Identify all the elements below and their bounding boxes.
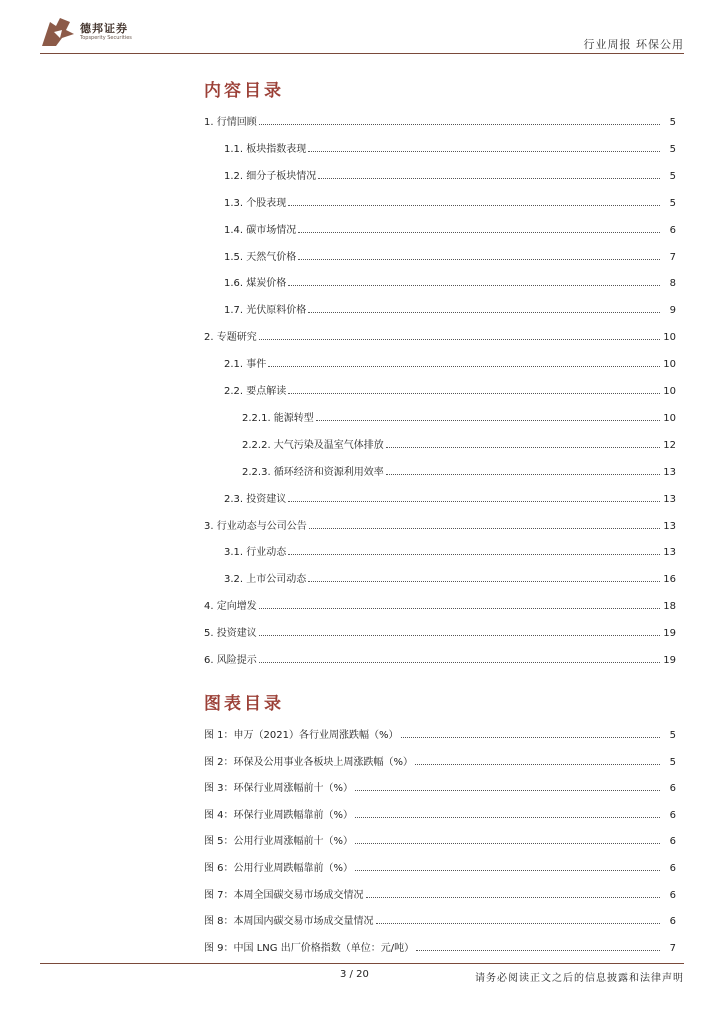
entry-page-number: 6 [669, 916, 676, 928]
toc-entry[interactable] [204, 114, 676, 128]
entry-page-number: 5 [669, 730, 676, 741]
entry-label: 图 1：申万（2021）各行业周涨跌幅（%） [204, 730, 399, 741]
toc-entry[interactable] [242, 437, 676, 451]
entry-label: 1.5. 天然气价格 [224, 251, 297, 263]
entry-label: 图 6：公用行业周跌幅靠前（%） [204, 863, 354, 874]
disclaimer-note: 请务必阅读正文之后的信息披露和法律声明 [475, 973, 684, 984]
entry-label: 3.2. 上市公司动态 [224, 574, 307, 586]
dot-leader [355, 789, 660, 791]
toc-entry[interactable] [204, 652, 676, 666]
dot-leader [308, 311, 660, 313]
dot-leader [259, 607, 660, 609]
entry-label: 2.2.3. 循环经济和资源利用效率 [242, 466, 384, 478]
entry-label: 1.4. 碳市场情况 [224, 224, 297, 236]
page-number: 3 / 20 [340, 969, 369, 980]
figures-heading: 图表目录 [204, 694, 284, 714]
dot-leader [376, 922, 660, 924]
toc-entry[interactable] [224, 356, 676, 370]
entry-label: 6. 风险提示 [204, 655, 257, 666]
entry-page-number: 8 [669, 278, 676, 290]
entry-page-number: 5 [669, 117, 676, 128]
page-header [0, 0, 724, 60]
dot-leader [259, 123, 660, 125]
entry-page-number: 13 [663, 466, 676, 478]
dot-leader [308, 580, 660, 582]
entry-label: 图 5：公用行业周涨幅前十（%） [204, 836, 354, 848]
toc-entry[interactable] [224, 275, 676, 289]
entry-label: 5. 投资建议 [204, 628, 257, 640]
dot-leader [355, 816, 660, 818]
toc-entry[interactable] [224, 168, 676, 182]
dot-leader [288, 500, 660, 502]
report-category: 行业周报 环保公用 [583, 38, 684, 51]
entry-page-number: 6 [669, 224, 676, 236]
entry-label: 3. 行业动态与公司公告 [204, 520, 307, 532]
entry-page-number: 10 [663, 412, 676, 424]
figure-entry[interactable] [204, 754, 676, 768]
entry-label: 1.2. 细分子板块情况 [224, 170, 317, 182]
toc-entry[interactable] [224, 571, 676, 585]
dot-leader [259, 634, 660, 636]
entry-label: 4. 定向增发 [204, 601, 257, 613]
dot-leader [386, 446, 660, 448]
dot-leader [298, 231, 660, 233]
dot-leader [309, 527, 660, 529]
dot-leader [259, 338, 660, 340]
toc-entry[interactable] [224, 544, 676, 558]
entry-page-number: 10 [663, 332, 676, 344]
entry-label: 图 3：环保行业周涨幅前十（%） [204, 783, 354, 795]
entry-label: 图 7：本周全国碳交易市场成交情况 [204, 889, 364, 901]
entry-label: 3.1. 行业动态 [224, 547, 287, 559]
figure-entry[interactable] [204, 727, 676, 741]
dot-leader [318, 177, 660, 179]
entry-page-number: 19 [663, 628, 676, 640]
toc-entry[interactable] [204, 598, 676, 612]
footer-divider [40, 963, 684, 964]
entry-page-number: 6 [669, 889, 676, 901]
dot-leader [268, 365, 660, 367]
entry-page-number: 5 [669, 143, 676, 155]
toc-entry[interactable] [224, 195, 676, 209]
toc-entry[interactable] [204, 518, 676, 532]
entry-label: 图 2：环保及公用事业各板块上周涨跌幅（%） [204, 756, 414, 768]
figure-entry[interactable] [204, 833, 676, 847]
logo-chinese-name: 德邦证券 [80, 22, 128, 35]
entry-page-number: 6 [669, 809, 676, 821]
figure-entry[interactable] [204, 807, 676, 821]
toc-entry[interactable] [242, 410, 676, 424]
entry-label: 1.6. 煤炭价格 [224, 278, 287, 290]
entry-page-number: 13 [663, 493, 676, 505]
entry-page-number: 10 [663, 386, 676, 397]
entry-page-number: 6 [669, 836, 676, 848]
entry-page-number: 16 [663, 574, 676, 586]
toc-entry[interactable] [224, 249, 676, 263]
dot-leader [308, 150, 660, 152]
figure-entry[interactable] [204, 860, 676, 874]
entry-label: 1.3. 个股表现 [224, 197, 287, 209]
entry-label: 2.2.1. 能源转型 [242, 412, 314, 424]
entry-page-number: 5 [669, 197, 676, 209]
entry-label: 图 9：中国 LNG 出厂价格指数（单位：元/吨） [204, 942, 415, 954]
entry-label: 2.2. 要点解读 [224, 386, 287, 397]
figure-entry[interactable] [204, 913, 676, 927]
entry-page-number: 6 [669, 783, 676, 795]
entry-page-number: 10 [663, 359, 676, 371]
dot-leader [355, 842, 660, 844]
figure-entry[interactable] [204, 887, 676, 901]
toc-heading: 内容目录 [204, 81, 284, 101]
company-logo [40, 16, 132, 48]
dot-leader [288, 204, 660, 206]
entry-label: 2.1. 事件 [224, 359, 267, 371]
dot-leader [355, 869, 660, 871]
header-divider [40, 53, 684, 54]
figure-entry[interactable] [204, 940, 676, 954]
entry-page-number: 7 [669, 251, 676, 263]
dot-leader [386, 473, 660, 475]
toc-entry[interactable] [224, 302, 676, 316]
dot-leader [298, 258, 660, 260]
entry-page-number: 5 [669, 170, 676, 182]
entry-label: 2.2.2. 大气污染及温室气体排放 [242, 439, 384, 451]
entry-page-number: 18 [663, 601, 676, 613]
entry-page-number: 6 [669, 863, 676, 874]
toc-entry[interactable] [224, 222, 676, 236]
entry-page-number: 9 [669, 305, 676, 317]
dot-leader [316, 419, 660, 421]
entry-label: 2. 专题研究 [204, 332, 257, 344]
entry-label: 图 8：本周国内碳交易市场成交量情况 [204, 916, 374, 928]
toc-entry[interactable] [224, 491, 676, 505]
dot-leader [415, 763, 660, 765]
entry-page-number: 19 [663, 655, 676, 666]
entry-label: 图 4：环保行业周跌幅靠前（%） [204, 809, 354, 821]
entry-page-number: 5 [669, 756, 676, 768]
logo-icon [40, 16, 76, 48]
dot-leader [288, 553, 660, 555]
toc-entry[interactable] [224, 383, 676, 397]
entry-page-number: 12 [663, 439, 676, 451]
figure-entry[interactable] [204, 780, 676, 794]
entry-label: 1. 行情回顾 [204, 117, 257, 128]
dot-leader [288, 392, 660, 394]
entry-label: 2.3. 投资建议 [224, 493, 287, 505]
dot-leader [401, 736, 661, 738]
entry-label: 1.1. 板块指数表现 [224, 143, 307, 155]
toc-entry[interactable] [224, 141, 676, 155]
toc-entry[interactable] [204, 329, 676, 343]
dot-leader [259, 661, 660, 663]
dot-leader [416, 949, 660, 951]
entry-page-number: 13 [663, 520, 676, 532]
logo-english-name: Topsperity Securities [80, 35, 132, 41]
toc-entry[interactable] [204, 625, 676, 639]
dot-leader [366, 896, 660, 898]
entry-label: 1.7. 光伏原料价格 [224, 305, 307, 317]
entry-page-number: 7 [669, 942, 676, 954]
dot-leader [288, 284, 660, 286]
toc-entry[interactable] [242, 464, 676, 478]
entry-page-number: 13 [663, 547, 676, 559]
